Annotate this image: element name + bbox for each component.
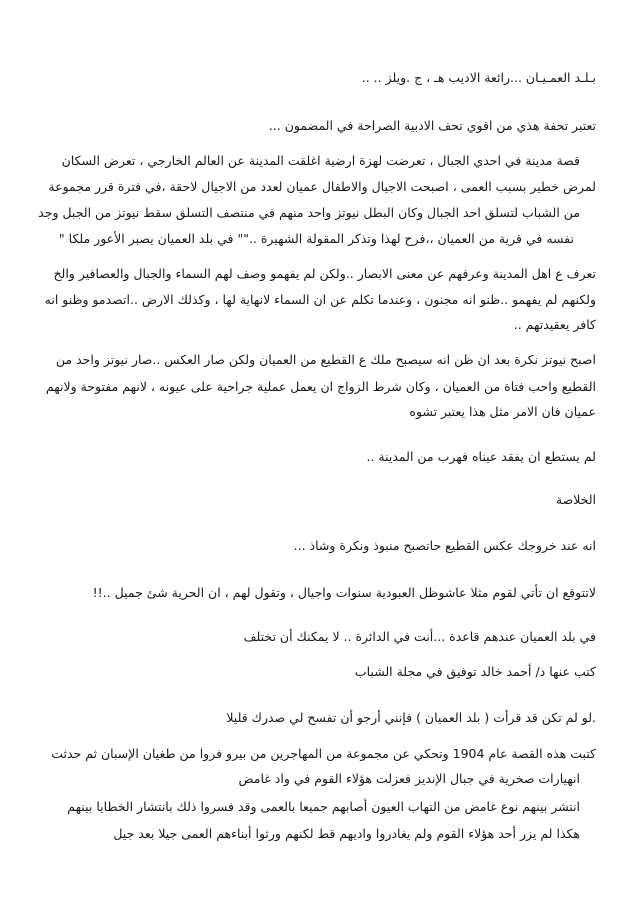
text-line: انه عند خروجك عكس القطیع حاتصبح منبوذ ونكرة وشاذ ...: [293, 538, 596, 553]
text-line: بـلـد العمـيـان ...رائعة الادیب ھـ ، ج .ویلز .. ..: [361, 70, 596, 85]
text-line: اصبح نیوتز نكرة بعد ان ظن انه سیصبح ملك ع القطیع من العمیان ولكن صار العكس ..صار نیوتز واحد من: [55, 352, 596, 367]
text-line: القطیع واحب فتاة من العمیان ، وكان شرط الزواج ان یعمل عملیة جراحیة على عیونه ، لانھم مفتوحة ولانھم: [45, 379, 596, 394]
text-line: .لو لم تكن قد قرأت ( بلد العمیان ) فإنني أرجو أن تفسح لي صدرك قلیلا: [226, 710, 596, 725]
text-line: انھیارات صخریة في جبال الإندیز فعزلت ھؤلاء القوم في واد غامض: [238, 771, 580, 786]
text-line: لم یستطع ان یفقد عیناه فھرب من المدینة ..: [366, 449, 596, 464]
text-line: عمیان فان الامر مثل ھذا یعتبر تشوه: [409, 404, 596, 419]
text-line: ھكذا لم یزر أحد ھؤلاء القوم ولم یغادروا وادیھم قط لكنھم ورثوا أبناءھم العمى جیلا بعد جیل: [113, 826, 580, 841]
text-line: كافر یعقیدتھم ..: [513, 317, 596, 332]
text-line: تعتبر تحفة ھذي من اقوي تحف الادبیة الصراحة في المضمون ...: [268, 118, 596, 133]
text-line: في بلد العمیان عندھم قاعدة ...أنت في الدائرة .. لا یمكنك أن تختلف: [243, 629, 596, 644]
text-line: تعرف ع اھل المدینة وعرفھم عن معنى الابصار ..ولكن لم یفھمو وصف لھم السماء والجبال والعصافیر والخ: [53, 266, 596, 281]
text-line: من الشباب لتسلق احد الجبال وكان البطل نیوتز واحد منھم في منتصف التسلق سقط نیوتز من الجبل وجد: [38, 205, 580, 220]
text-line: انتشر بینھم نوع غامض من التھاب العیون أصابھم جمیعا بالعمى وقد فسروا ذلك بانتشار الخطایا بینھم: [67, 799, 580, 814]
text-line: لمرض خطیر بسبب العمى ، اصبحت الاجیال والاطفال عمیان لعدد من الاجیال لاحقة ،في فترة قرر مجموعة: [48, 179, 596, 194]
text-line: نفسه في قریة من العمیان ،،فرح لھذا وتذكر المقولة الشھیرة .."" في بلد العمیان یصبر الأعور ملكا ": [58, 231, 574, 246]
text-line: كتب عنھا د/ أحمد خالد توفیق في مجلة الشباب: [354, 664, 596, 679]
text-line: ولكنھم لم یفھمو ..ظنو انه مجنون ، وعندما تكلم عن ان السماء لانھایة لھا ، وكذلك الارض ..اتصدمو وظنو انه: [44, 292, 596, 307]
section-heading: الخلاصة: [555, 492, 596, 507]
text-line: كتبت ھذه القصة عام 1904 وتحكي عن مجموعة من المھاجرین من بیرو فروا من طغیان الإسبان ثم حدثت: [51, 746, 596, 761]
text-line: قصة مدینة في احدي الجبال ، تعرضت لھزة ارضیة اغلقت المدینة عن العالم الخارجي ، تعرض السكان: [61, 153, 580, 168]
text-line: لاتتوقع ان تأتي لقوم مثلا عاشوظل العبودیة سنوات واجیال ، وتقول لھم ، ان الحریة شئ جمیل ..!!: [92, 585, 596, 600]
